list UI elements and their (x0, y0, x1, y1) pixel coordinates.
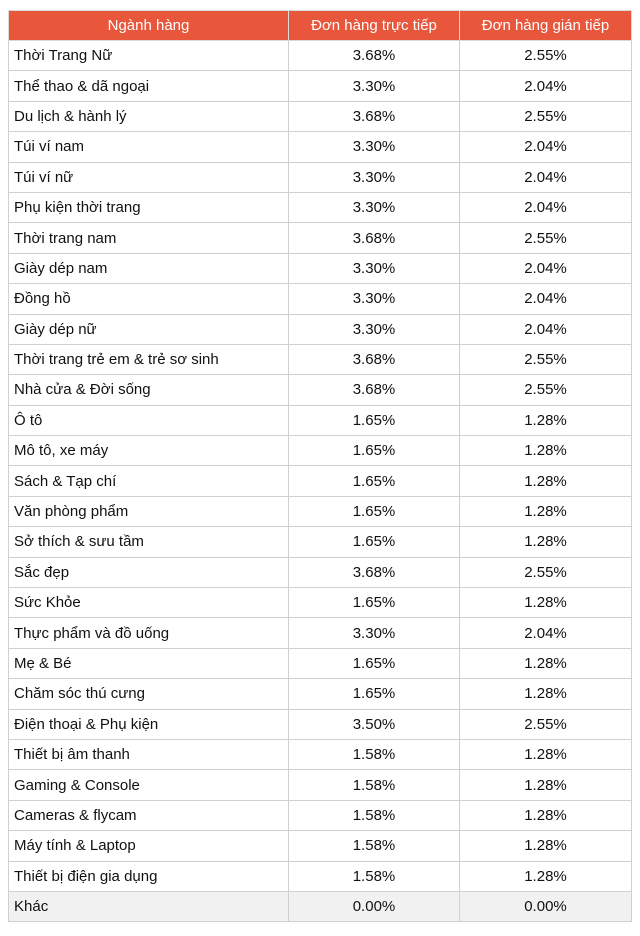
cell-category: Cameras & flycam (9, 800, 289, 830)
cell-category: Thiết bị âm thanh (9, 739, 289, 769)
cell-indirect-rate: 2.55% (460, 557, 632, 587)
table-body (9, 41, 632, 922)
table-row (9, 861, 632, 891)
table-row (9, 739, 632, 769)
cell-indirect-rate: 2.55% (460, 375, 632, 405)
cell-category: Thực phẩm và đồ uống (9, 618, 289, 648)
cell-direct-rate: 3.30% (289, 284, 460, 314)
table-row (9, 253, 632, 283)
cell-indirect-rate: 1.28% (460, 679, 632, 709)
cell-indirect-rate: 2.04% (460, 314, 632, 344)
cell-indirect-rate: 1.28% (460, 496, 632, 526)
cell-direct-rate: 3.30% (289, 71, 460, 101)
header-direct-orders: Đơn hàng trực tiếp (289, 11, 460, 41)
header-category: Ngành hàng (9, 11, 289, 41)
cell-category: Mô tô, xe máy (9, 436, 289, 466)
cell-indirect-rate: 2.04% (460, 253, 632, 283)
cell-direct-rate: 3.68% (289, 101, 460, 131)
table-row (9, 466, 632, 496)
cell-indirect-rate: 2.55% (460, 709, 632, 739)
table-row (9, 314, 632, 344)
cell-category: Phụ kiện thời trang (9, 192, 289, 222)
cell-category: Thời trang nam (9, 223, 289, 253)
table-row (9, 284, 632, 314)
cell-direct-rate: 3.30% (289, 253, 460, 283)
cell-direct-rate: 3.68% (289, 344, 460, 374)
cell-indirect-rate: 1.28% (460, 405, 632, 435)
cell-direct-rate: 3.68% (289, 223, 460, 253)
cell-direct-rate: 0.00% (289, 891, 460, 921)
cell-category: Gaming & Console (9, 770, 289, 800)
cell-direct-rate: 1.65% (289, 527, 460, 557)
cell-category: Nhà cửa & Đời sống (9, 375, 289, 405)
cell-indirect-rate: 2.04% (460, 162, 632, 192)
cell-category: Giày dép nữ (9, 314, 289, 344)
table-row (9, 770, 632, 800)
cell-indirect-rate: 2.04% (460, 192, 632, 222)
cell-category: Văn phòng phẩm (9, 496, 289, 526)
cell-direct-rate: 3.68% (289, 375, 460, 405)
cell-category: Đồng hồ (9, 284, 289, 314)
header-indirect-orders: Đơn hàng gián tiếp (460, 11, 632, 41)
table-row (9, 71, 632, 101)
cell-direct-rate: 1.65% (289, 405, 460, 435)
cell-indirect-rate: 2.04% (460, 71, 632, 101)
cell-indirect-rate: 2.55% (460, 101, 632, 131)
table-row (9, 527, 632, 557)
cell-indirect-rate: 1.28% (460, 527, 632, 557)
cell-category: Khác (9, 891, 289, 921)
cell-category: Sở thích & sưu tầm (9, 527, 289, 557)
cell-indirect-rate: 1.28% (460, 648, 632, 678)
table-row (9, 223, 632, 253)
cell-direct-rate: 3.30% (289, 618, 460, 648)
table-header-row (9, 11, 632, 41)
table-row (9, 192, 632, 222)
cell-direct-rate: 3.30% (289, 162, 460, 192)
table-row (9, 132, 632, 162)
cell-category: Chăm sóc thú cưng (9, 679, 289, 709)
cell-indirect-rate: 1.28% (460, 770, 632, 800)
table-row (9, 709, 632, 739)
cell-indirect-rate: 0.00% (460, 891, 632, 921)
cell-indirect-rate: 2.04% (460, 618, 632, 648)
table-row (9, 618, 632, 648)
cell-direct-rate: 3.30% (289, 192, 460, 222)
cell-category: Máy tính & Laptop (9, 831, 289, 861)
table-row (9, 557, 632, 587)
cell-category: Thời Trang Nữ (9, 41, 289, 71)
cell-direct-rate: 3.30% (289, 314, 460, 344)
table-row (9, 679, 632, 709)
table-row (9, 375, 632, 405)
table-row (9, 891, 632, 921)
cell-category: Giày dép nam (9, 253, 289, 283)
cell-direct-rate: 1.65% (289, 648, 460, 678)
table-row (9, 101, 632, 131)
cell-direct-rate: 3.30% (289, 132, 460, 162)
cell-indirect-rate: 2.55% (460, 41, 632, 71)
cell-direct-rate: 3.50% (289, 709, 460, 739)
cell-indirect-rate: 1.28% (460, 466, 632, 496)
cell-indirect-rate: 1.28% (460, 436, 632, 466)
cell-direct-rate: 1.58% (289, 739, 460, 769)
cell-direct-rate: 3.68% (289, 41, 460, 71)
cell-direct-rate: 1.65% (289, 588, 460, 618)
cell-direct-rate: 1.65% (289, 436, 460, 466)
cell-direct-rate: 3.68% (289, 557, 460, 587)
table-row (9, 648, 632, 678)
cell-indirect-rate: 2.55% (460, 223, 632, 253)
cell-direct-rate: 1.65% (289, 679, 460, 709)
cell-direct-rate: 1.58% (289, 831, 460, 861)
cell-category: Mẹ & Bé (9, 648, 289, 678)
cell-indirect-rate: 2.55% (460, 344, 632, 374)
cell-category: Sức Khỏe (9, 588, 289, 618)
table-row (9, 41, 632, 71)
table-row (9, 405, 632, 435)
cell-indirect-rate: 1.28% (460, 800, 632, 830)
table-row (9, 800, 632, 830)
table-row (9, 496, 632, 526)
cell-direct-rate: 1.65% (289, 496, 460, 526)
cell-indirect-rate: 1.28% (460, 588, 632, 618)
cell-direct-rate: 1.58% (289, 800, 460, 830)
cell-direct-rate: 1.58% (289, 861, 460, 891)
cell-category: Sắc đẹp (9, 557, 289, 587)
cell-category: Túi ví nữ (9, 162, 289, 192)
cell-category: Du lịch & hành lý (9, 101, 289, 131)
cell-indirect-rate: 1.28% (460, 861, 632, 891)
cell-direct-rate: 1.65% (289, 466, 460, 496)
table-row (9, 831, 632, 861)
table-row (9, 162, 632, 192)
table-row (9, 344, 632, 374)
cell-direct-rate: 1.58% (289, 770, 460, 800)
cell-indirect-rate: 1.28% (460, 831, 632, 861)
table-row (9, 588, 632, 618)
cell-category: Thiết bị điện gia dụng (9, 861, 289, 891)
cell-indirect-rate: 2.04% (460, 132, 632, 162)
cell-category: Sách & Tạp chí (9, 466, 289, 496)
commission-rate-table (8, 10, 632, 922)
cell-category: Túi ví nam (9, 132, 289, 162)
cell-category: Điện thoại & Phụ kiện (9, 709, 289, 739)
cell-indirect-rate: 2.04% (460, 284, 632, 314)
cell-category: Ô tô (9, 405, 289, 435)
cell-indirect-rate: 1.28% (460, 739, 632, 769)
cell-category: Thời trang trẻ em & trẻ sơ sinh (9, 344, 289, 374)
table-row (9, 436, 632, 466)
cell-category: Thể thao & dã ngoại (9, 71, 289, 101)
